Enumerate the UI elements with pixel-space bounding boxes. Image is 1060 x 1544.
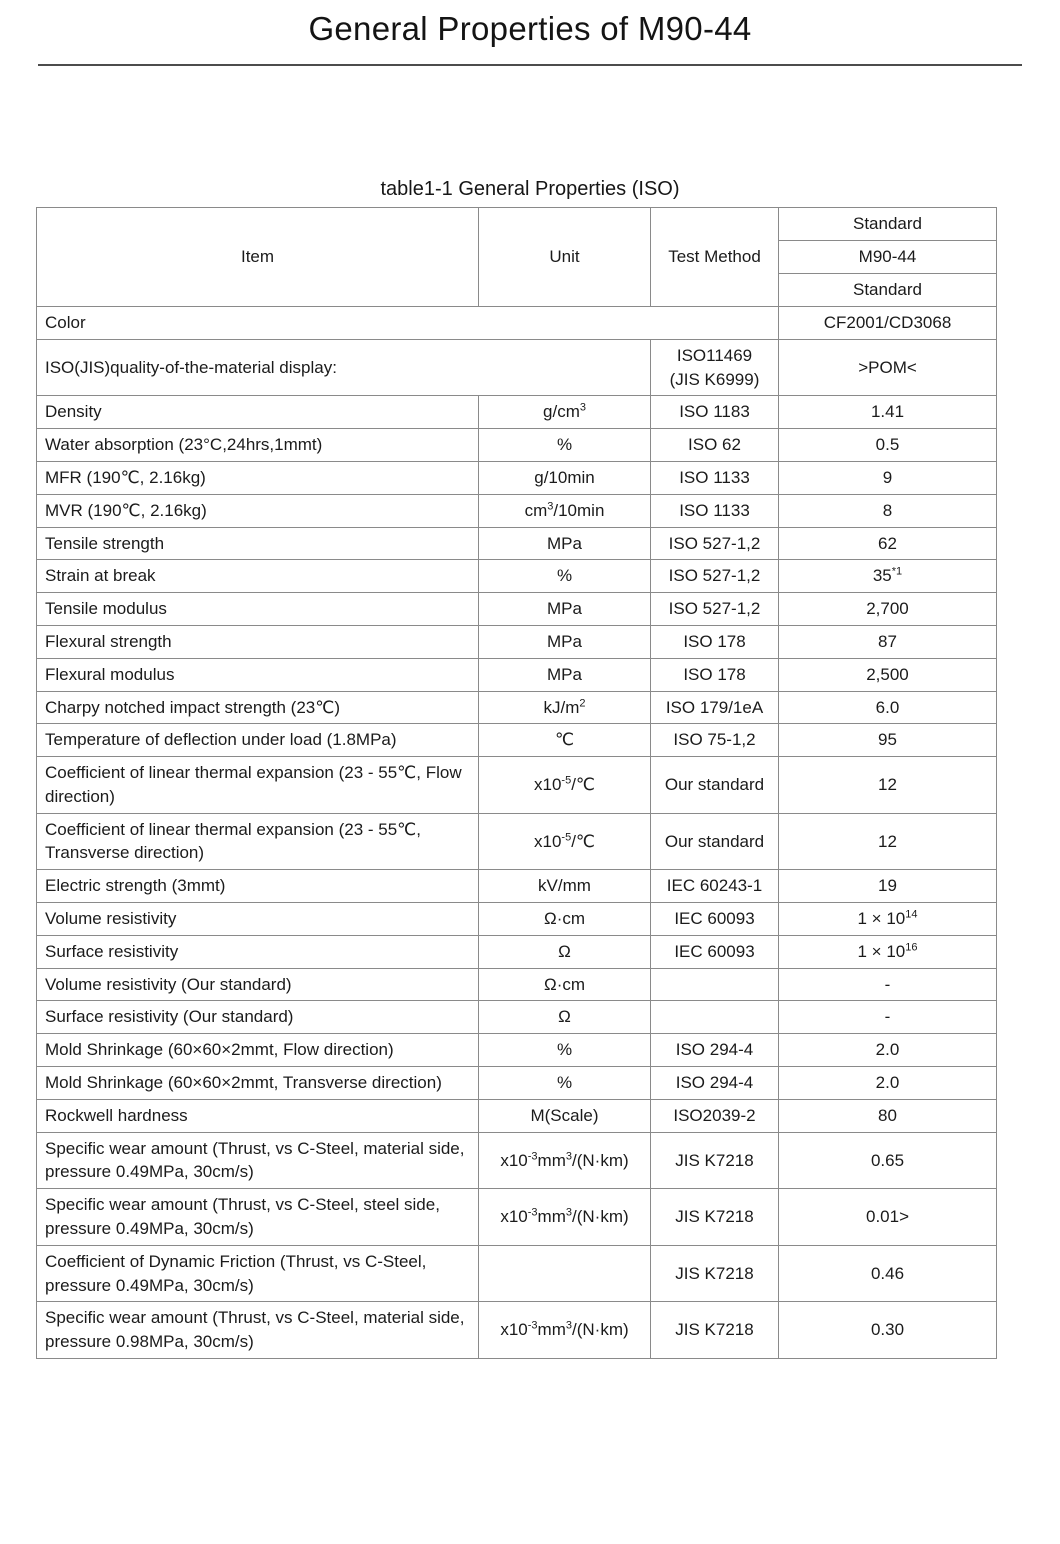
table-row — [37, 593, 997, 626]
value-cell: 1.41 — [779, 396, 997, 429]
title-divider — [38, 64, 1022, 66]
header-unit: Unit — [479, 207, 651, 306]
value-cell: 35$^{*1}$ — [779, 560, 997, 593]
value-cell: 8 — [779, 494, 997, 527]
item-cell: Tensile strength — [37, 527, 479, 560]
item-cell: Tensile modulus — [37, 593, 479, 626]
value-cell: 87 — [779, 625, 997, 658]
unit-cell: % — [479, 1067, 651, 1100]
test-method-cell: ISO11469 (JIS K6999) — [651, 339, 779, 396]
test-method-cell: ISO 178 — [651, 625, 779, 658]
table-row — [37, 757, 997, 814]
value-cell: 12 — [779, 757, 997, 814]
test-method-cell: JIS K7218 — [651, 1132, 779, 1189]
table-row — [37, 870, 997, 903]
item-cell: Rockwell hardness — [37, 1099, 479, 1132]
value-cell: $1 \times 10^{14}$ — [779, 903, 997, 936]
table-row — [37, 658, 997, 691]
unit-cell: MPa — [479, 658, 651, 691]
item-cell: Charpy notched impact strength (23℃) — [37, 691, 479, 724]
table-row — [37, 1099, 997, 1132]
properties-table-body — [37, 207, 997, 1358]
test-method-cell: ISO 62 — [651, 429, 779, 462]
value-cell: 2,500 — [779, 658, 997, 691]
unit-cell: MPa — [479, 527, 651, 560]
value-cell: 80 — [779, 1099, 997, 1132]
table-row — [37, 1034, 997, 1067]
item-cell: Specific wear amount (Thrust, vs C-Steel, material side, pressure 0.49MPa, 30cm/s) — [37, 1132, 479, 1189]
table-row — [37, 527, 997, 560]
table-row — [37, 968, 997, 1001]
test-method-cell: ISO 527-1,2 — [651, 527, 779, 560]
table-row — [37, 1132, 997, 1189]
value-cell: >POM< — [779, 339, 997, 396]
table-row — [37, 1001, 997, 1034]
table-row — [37, 903, 997, 936]
unit-cell: $x10^{-3}mm^3/(N\cdot km)$ — [479, 1302, 651, 1359]
value-cell: 0.01> — [779, 1189, 997, 1246]
header-test-method: Test Method — [651, 207, 779, 306]
unit-cell: $x10^{-3}mm^3/(N\cdot km)$ — [479, 1189, 651, 1246]
table-row — [37, 306, 997, 339]
header-grade: M90-44 — [779, 240, 997, 273]
unit-cell: % — [479, 429, 651, 462]
value-cell: 0.5 — [779, 429, 997, 462]
test-method-cell: IEC 60093 — [651, 935, 779, 968]
properties-table — [36, 207, 997, 1359]
item-cell: Volume resistivity — [37, 903, 479, 936]
unit-cell: g/10min — [479, 461, 651, 494]
value-cell: - — [779, 1001, 997, 1034]
value-cell: 9 — [779, 461, 997, 494]
test-method-cell: IEC 60243-1 — [651, 870, 779, 903]
unit-cell: MPa — [479, 625, 651, 658]
value-cell: - — [779, 968, 997, 1001]
table-row — [37, 625, 997, 658]
item-cell: Specific wear amount (Thrust, vs C-Steel, steel side, pressure 0.49MPa, 30cm/s) — [37, 1189, 479, 1246]
item-cell: Electric strength (3mmt) — [37, 870, 479, 903]
value-cell: 0.65 — [779, 1132, 997, 1189]
table-row — [37, 1189, 997, 1246]
table-row — [37, 494, 997, 527]
unit-cell: $kJ/m^2$ — [479, 691, 651, 724]
value-cell: 6.0 — [779, 691, 997, 724]
item-cell: Flexural strength — [37, 625, 479, 658]
header-row — [37, 207, 997, 240]
test-method-cell: ISO 1133 — [651, 461, 779, 494]
item-cell: Mold Shrinkage (60×60×2mmt, Flow direction) — [37, 1034, 479, 1067]
value-cell: CF2001/CD3068 — [779, 306, 997, 339]
table-row — [37, 724, 997, 757]
table-row — [37, 1302, 997, 1359]
unit-cell: kV/mm — [479, 870, 651, 903]
table-row — [37, 813, 997, 870]
item-cell: Coefficient of linear thermal expansion (23 - 55℃, Transverse direction) — [37, 813, 479, 870]
value-cell: 2.0 — [779, 1067, 997, 1100]
test-method-cell: ISO 527-1,2 — [651, 593, 779, 626]
unit-cell: M(Scale) — [479, 1099, 651, 1132]
value-cell: 95 — [779, 724, 997, 757]
table-row — [37, 935, 997, 968]
test-method-cell: JIS K7218 — [651, 1245, 779, 1302]
table-row — [37, 429, 997, 462]
item-cell: Volume resistivity (Our standard) — [37, 968, 479, 1001]
unit-cell: % — [479, 560, 651, 593]
unit-cell: $x10^{-5}/℃$ — [479, 757, 651, 814]
unit-cell: $x10^{-5}/℃$ — [479, 813, 651, 870]
unit-cell: Ω·cm — [479, 903, 651, 936]
unit-cell: MPa — [479, 593, 651, 626]
test-method-cell — [651, 968, 779, 1001]
item-cell: Surface resistivity (Our standard) — [37, 1001, 479, 1034]
unit-cell: Ω — [479, 935, 651, 968]
test-method-cell: Our standard — [651, 757, 779, 814]
table-caption: table1-1 General Properties (ISO) — [380, 177, 680, 200]
header-item: Item — [37, 207, 479, 306]
test-method-cell: IEC 60093 — [651, 903, 779, 936]
unit-cell: $cm^3/10\min$ — [479, 494, 651, 527]
item-cell: ISO(JIS)quality-of-the-material display: — [37, 339, 651, 396]
test-method-cell — [651, 1001, 779, 1034]
test-method-cell: JIS K7218 — [651, 1302, 779, 1359]
test-method-cell: ISO 294-4 — [651, 1034, 779, 1067]
table-row — [37, 691, 997, 724]
item-cell: Temperature of deflection under load (1.8MPa) — [37, 724, 479, 757]
item-cell: Strain at break — [37, 560, 479, 593]
value-cell: 2,700 — [779, 593, 997, 626]
item-cell: Specific wear amount (Thrust, vs C-Steel, material side, pressure 0.98MPa, 30cm/s) — [37, 1302, 479, 1359]
unit-cell: ℃ — [479, 724, 651, 757]
value-cell: 2.0 — [779, 1034, 997, 1067]
value-cell: 12 — [779, 813, 997, 870]
table-row — [37, 396, 997, 429]
item-cell: Color — [37, 306, 779, 339]
item-cell: Mold Shrinkage (60×60×2mmt, Transverse direction) — [37, 1067, 479, 1100]
unit-cell: Ω·cm — [479, 968, 651, 1001]
item-cell: Density — [37, 396, 479, 429]
value-cell: 0.30 — [779, 1302, 997, 1359]
item-cell: Flexural modulus — [37, 658, 479, 691]
value-cell: 62 — [779, 527, 997, 560]
header-standard-1: Standard — [779, 207, 997, 240]
unit-cell: $g/cm^3$ — [479, 396, 651, 429]
table-row — [37, 1245, 997, 1302]
unit-cell: $x10^{-3}mm^3/(N\cdot km)$ — [479, 1132, 651, 1189]
test-method-cell: ISO 527-1,2 — [651, 560, 779, 593]
value-cell: 0.46 — [779, 1245, 997, 1302]
unit-cell — [479, 1245, 651, 1302]
item-cell: Coefficient of linear thermal expansion (23 - 55℃, Flow direction) — [37, 757, 479, 814]
item-cell: Water absorption (23°C,24hrs,1mmt) — [37, 429, 479, 462]
item-cell: Coefficient of Dynamic Friction (Thrust, vs C-Steel, pressure 0.49MPa, 30cm/s) — [37, 1245, 479, 1302]
table-row — [37, 560, 997, 593]
page-title: General Properties of M90-44 — [308, 10, 752, 47]
table-row — [37, 1067, 997, 1100]
test-method-cell: ISO 179/1eA — [651, 691, 779, 724]
test-method-cell: JIS K7218 — [651, 1189, 779, 1246]
unit-cell: % — [479, 1034, 651, 1067]
value-cell: $1 \times 10^{16}$ — [779, 935, 997, 968]
test-method-cell: ISO 294-4 — [651, 1067, 779, 1100]
item-cell: MFR (190℃, 2.16kg) — [37, 461, 479, 494]
item-cell: MVR (190℃, 2.16kg) — [37, 494, 479, 527]
test-method-cell: ISO 1133 — [651, 494, 779, 527]
test-method-cell: ISO2039-2 — [651, 1099, 779, 1132]
table-row — [37, 339, 997, 396]
test-method-cell: ISO 178 — [651, 658, 779, 691]
header-standard-2: Standard — [779, 273, 997, 306]
test-method-cell: Our standard — [651, 813, 779, 870]
test-method-cell: ISO 1183 — [651, 396, 779, 429]
value-cell: 19 — [779, 870, 997, 903]
test-method-cell: ISO 75-1,2 — [651, 724, 779, 757]
item-cell: Surface resistivity — [37, 935, 479, 968]
table-row — [37, 461, 997, 494]
unit-cell: Ω — [479, 1001, 651, 1034]
